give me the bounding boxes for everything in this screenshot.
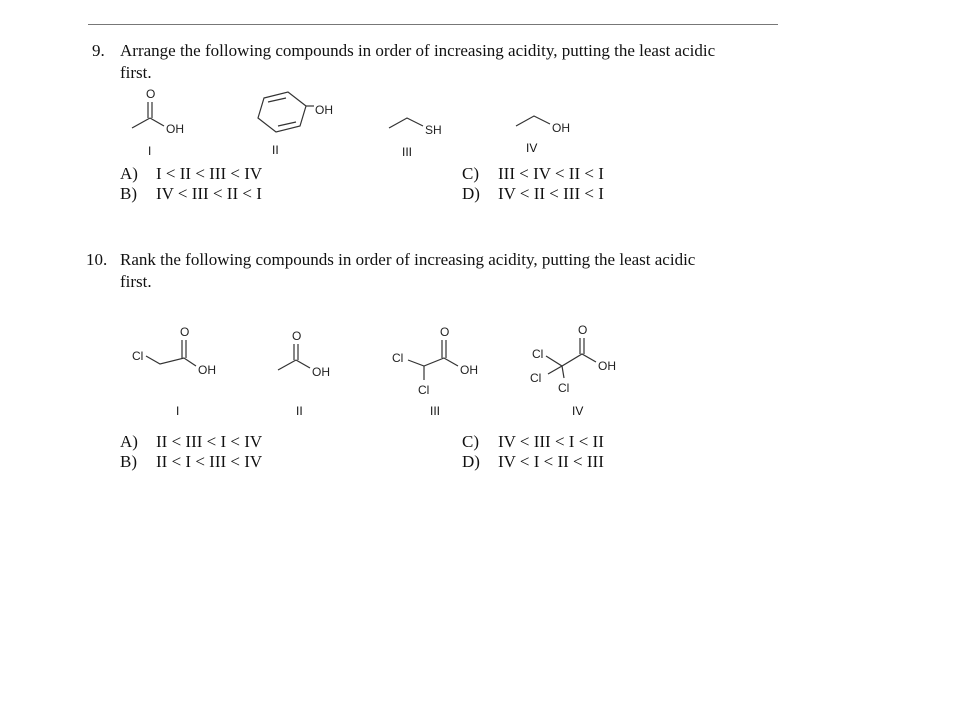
hydroxyl-label: OH [552,121,570,135]
q9-choice-b[interactable]: B) IV < III < II < I [120,184,262,203]
question-number: 10. [86,250,108,269]
question-9 [92,40,782,90]
question-text-line1: Rank the following compounds in order of increasing acidity, putting the least acidic [120,250,696,269]
q9-roman-2: II [272,143,279,157]
q9-choice-c[interactable]: C) III < IV < II < I [462,164,604,183]
q9-compound-4-structure [512,108,582,138]
hydroxyl-label: OH [460,363,478,377]
q9-compound-2-structure [250,88,350,138]
q10-compound-1-structure [130,322,230,382]
q10-choice-c[interactable]: C) IV < III < I < II [462,432,604,451]
question-text-line1: Arrange the following compounds in order of increasing acidity, putting the least acidic [120,41,716,60]
q10-choice-a[interactable]: A) II < III < I < IV [120,432,263,451]
q9-choice-d[interactable]: D) IV < II < III < I [462,184,604,203]
q10-compound-4-structure [528,320,638,400]
chlorine-label: Cl [418,383,430,397]
q10-compound-2-structure [270,326,360,386]
q10-roman-1: I [176,404,180,418]
oxygen-label: O [146,87,156,101]
chlorine-label: Cl [532,347,544,361]
chlorine-label: Cl [392,351,404,365]
oxygen-label: O [180,325,190,339]
q9-choice-a[interactable]: A) I < II < III < IV [120,164,263,183]
oxygen-label: O [440,325,450,339]
thiol-label: SH [425,123,442,137]
hydroxyl-label: OH [598,359,616,373]
q10-choice-b[interactable]: B) II < I < III < IV [120,452,263,471]
question-number: 9. [92,41,105,60]
oxygen-label: O [578,323,588,337]
question-10 [86,249,776,299]
q10-roman-2: II [296,404,303,418]
hydroxyl-label: OH [166,122,184,136]
hydroxyl-label: OH [312,365,330,379]
question-text-line2: first. [120,272,152,291]
hydroxyl-label: OH [198,363,216,377]
chlorine-label: Cl [530,371,542,385]
q9-compound-1-structure [120,84,200,144]
q10-compound-3-structure [390,322,500,402]
chlorine-label: Cl [558,381,570,395]
hydroxyl-label: OH [315,103,333,117]
chlorine-label: Cl [132,349,144,363]
q9-compound-3-structure [385,110,455,140]
q10-choice-d[interactable]: D) IV < I < II < III [462,452,604,471]
oxygen-label: O [292,329,302,343]
q9-roman-4: IV [526,141,538,155]
q10-roman-4: IV [572,404,584,418]
q9-roman-3: III [402,145,413,159]
q9-roman-1: I [148,144,152,158]
top-divider [88,24,778,25]
question-text-line2: first. [120,63,152,82]
q10-roman-3: III [430,404,441,418]
